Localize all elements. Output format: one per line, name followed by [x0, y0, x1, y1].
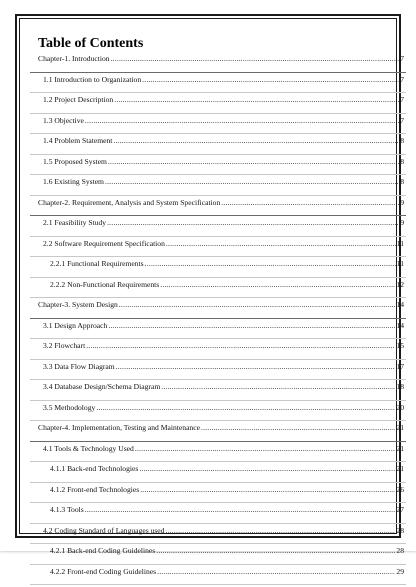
- toc-entry-label: 4.2 Coding Standard of Languages used: [43, 526, 164, 535]
- toc-list: [38, 54, 404, 587]
- toc-entry-label: Chapter-4. Implementation, Testing and Maintenance: [38, 423, 200, 432]
- toc-entry-label: Chapter-3. System Design: [38, 300, 118, 309]
- toc-entry-page-number: 7: [400, 54, 404, 63]
- toc-entry[interactable]: [38, 567, 404, 587]
- toc-entry-label: 2.2.2 Non-Functional Requirements: [50, 280, 159, 289]
- toc-entry-label: 1.4 Problem Statement: [43, 136, 112, 145]
- toc-dot-leader: [201, 423, 395, 432]
- toc-entry[interactable]: [38, 136, 404, 157]
- toc-entry-label: 3.3 Data Flow Diagram: [43, 362, 115, 371]
- toc-entry-page-number: 28: [396, 546, 404, 555]
- toc-dot-leader: [165, 526, 395, 535]
- toc-entry[interactable]: [38, 444, 404, 465]
- toc-entry-label: 4.1.3 Tools: [50, 505, 84, 514]
- toc-dot-leader: [107, 218, 399, 227]
- toc-entry-label: 2.1 Feasibility Study: [43, 218, 106, 227]
- toc-entry-page-number: 8: [400, 157, 404, 166]
- toc-entry-page-number: 20: [396, 403, 404, 412]
- toc-dot-leader: [116, 362, 396, 371]
- toc-dot-leader: [221, 198, 399, 207]
- toc-entry-page-number: 21: [396, 444, 404, 453]
- toc-entry[interactable]: [38, 239, 404, 260]
- toc-entry[interactable]: [38, 464, 404, 485]
- toc-dot-leader: [135, 444, 396, 453]
- toc-entry-label: 4.1 Tools & Technology Used: [43, 444, 134, 453]
- toc-entry-label: 1.3 Objective: [43, 116, 84, 125]
- toc-entry-page-number: 9: [400, 198, 404, 207]
- toc-entry[interactable]: [38, 259, 404, 280]
- toc-entry-page-number: 21: [396, 464, 404, 473]
- toc-entry[interactable]: [38, 546, 404, 567]
- toc-entry-label: 1.2 Project Description: [43, 95, 113, 104]
- toc-entry-page-number: 29: [396, 567, 404, 576]
- toc-entry-page-number: 14: [396, 321, 404, 330]
- toc-entry[interactable]: [38, 382, 404, 403]
- toc-entry-label: 4.1.1 Back-end Technologies: [50, 464, 138, 473]
- toc-entry-label: 1.6 Existing System: [43, 177, 104, 186]
- toc-dot-leader: [139, 464, 395, 473]
- toc-entry-label: 3.2 Flowchart: [43, 341, 85, 350]
- toc-entry[interactable]: [38, 75, 404, 96]
- toc-entry[interactable]: [38, 321, 404, 342]
- toc-entry[interactable]: [38, 218, 404, 239]
- toc-title: Table of Contents: [38, 36, 143, 52]
- toc-entry-page-number: 7: [400, 116, 404, 125]
- toc-entry-label: 4.2.2 Front-end Coding Guidelines: [50, 567, 156, 576]
- toc-entry-page-number: 9: [400, 218, 404, 227]
- toc-entry-label: Chapter-2. Requirement, Analysis and System Specification: [38, 198, 220, 207]
- toc-entry-page-number: 7: [400, 75, 404, 84]
- toc-dot-leader: [86, 341, 395, 350]
- toc-entry[interactable]: [38, 95, 404, 116]
- toc-dot-leader: [142, 75, 399, 84]
- toc-entry-label: 2.2.1 Functional Requirements: [50, 259, 144, 268]
- toc-entry[interactable]: [38, 485, 404, 506]
- toc-entry-page-number: 28: [396, 526, 404, 535]
- toc-entry-label: 3.4 Database Design/Schema Diagram: [43, 382, 160, 391]
- toc-entry-page-number: 12: [396, 280, 404, 289]
- toc-entry-page-number: 8: [400, 136, 404, 145]
- toc-dot-leader: [145, 259, 396, 268]
- toc-entry-label: Chapter-1. Introduction: [38, 54, 110, 63]
- toc-entry-label: 2.2 Software Requirement Specification: [43, 239, 165, 248]
- toc-dot-leader: [114, 95, 399, 104]
- toc-dot-leader: [108, 157, 399, 166]
- toc-entry-label: 1.5 Proposed System: [43, 157, 107, 166]
- toc-entry-page-number: 17: [396, 362, 404, 371]
- toc-entry[interactable]: [38, 362, 404, 383]
- toc-dot-leader: [111, 54, 400, 63]
- toc-entry-label: 3.1 Design Approach: [43, 321, 107, 330]
- toc-dot-leader: [96, 403, 395, 412]
- toc-entry-page-number: 15: [396, 341, 404, 350]
- toc-entry-page-number: 27: [396, 505, 404, 514]
- toc-entry-page-number: 21: [396, 423, 404, 432]
- toc-dot-leader: [113, 136, 399, 145]
- toc-entry[interactable]: [38, 177, 404, 198]
- toc-entry-label: 1.1 Introduction to Organization: [43, 75, 141, 84]
- toc-entry[interactable]: [38, 526, 404, 547]
- toc-entry-page-number: 26: [396, 485, 404, 494]
- toc-entry[interactable]: [38, 505, 404, 526]
- toc-entry-page-number: 14: [396, 300, 404, 309]
- toc-dot-leader: [166, 239, 396, 248]
- toc-dot-leader: [105, 177, 399, 186]
- toc-entry-label: 4.1.2 Front-end Technologies: [50, 485, 139, 494]
- toc-dot-leader: [108, 321, 395, 330]
- toc-entry[interactable]: [38, 300, 404, 321]
- toc-entry[interactable]: [38, 54, 404, 75]
- toc-entry[interactable]: [38, 198, 404, 219]
- toc-entry[interactable]: [38, 280, 404, 301]
- toc-entry-page-number: 7: [400, 95, 404, 104]
- toc-entry-label: 4.2.1 Back-end Coding Guidelines: [50, 546, 155, 555]
- toc-entry[interactable]: [38, 157, 404, 178]
- toc-dot-leader: [161, 382, 395, 391]
- toc-dot-leader: [160, 280, 395, 289]
- toc-dot-leader: [157, 567, 395, 576]
- toc-entry-page-number: 11: [397, 239, 404, 248]
- toc-entry-label: 3.5 Methodology: [43, 403, 95, 412]
- toc-dot-leader: [119, 300, 396, 309]
- toc-dot-leader: [140, 485, 395, 494]
- toc-entry[interactable]: [38, 341, 404, 362]
- toc-entry-page-number: 8: [400, 177, 404, 186]
- toc-entry[interactable]: [38, 116, 404, 137]
- toc-dot-leader: [85, 116, 399, 125]
- toc-dot-leader: [85, 505, 396, 514]
- toc-entry-page-number: 18: [396, 382, 404, 391]
- toc-entry-page-number: 11: [397, 259, 404, 268]
- toc-entry[interactable]: [38, 403, 404, 424]
- toc-entry[interactable]: [38, 423, 404, 444]
